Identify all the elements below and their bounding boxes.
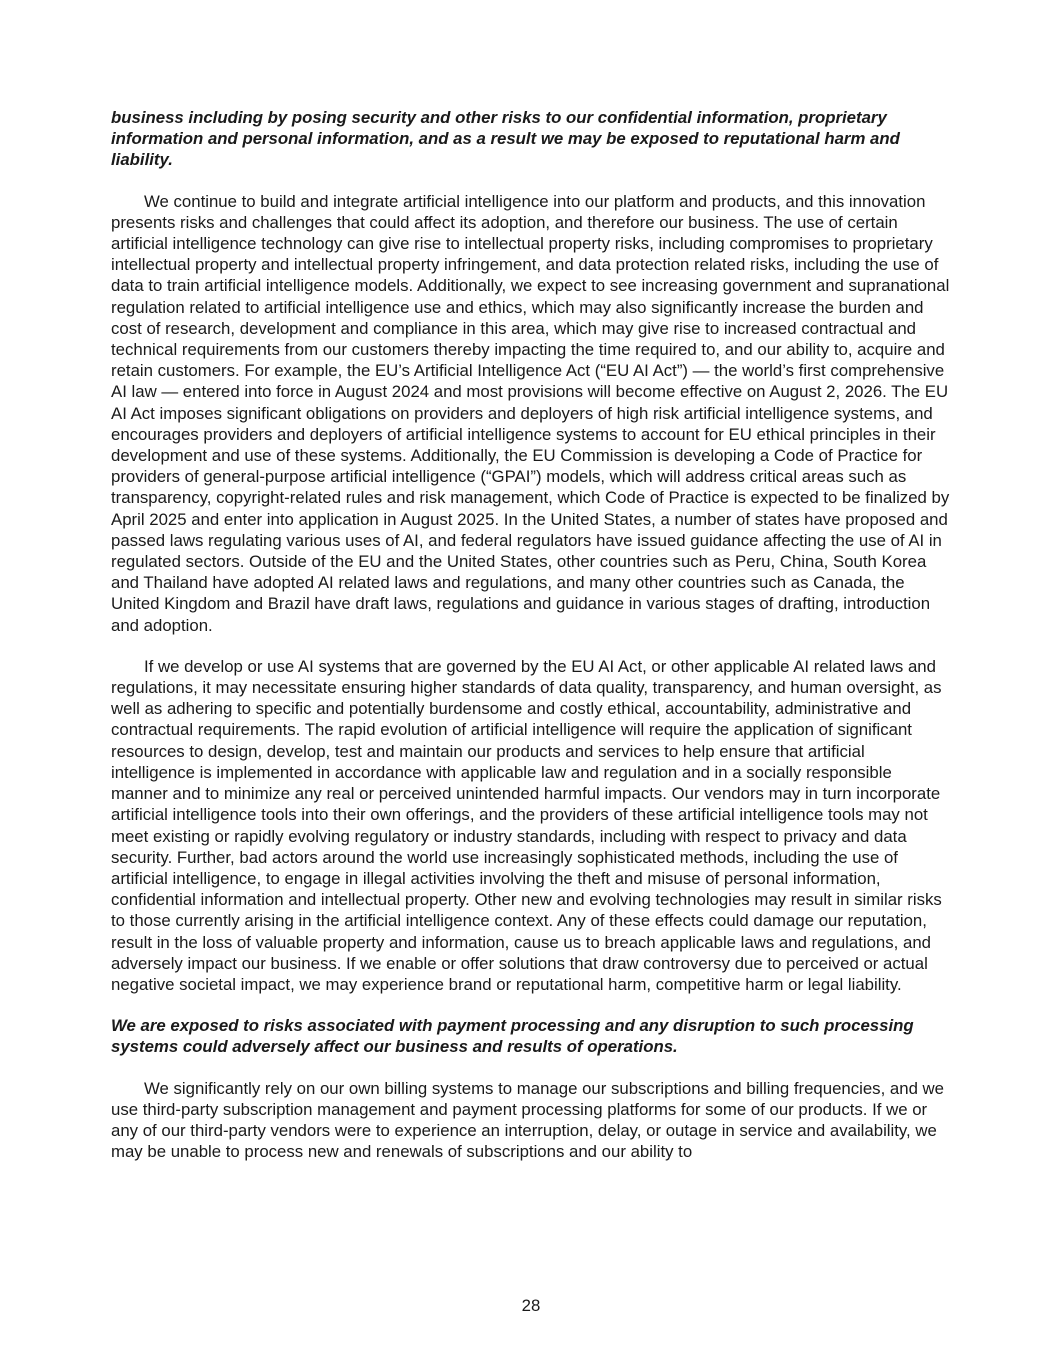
page-number: 28: [521, 1296, 541, 1315]
spacer: [111, 995, 951, 1015]
spacer: [111, 1058, 951, 1078]
paragraph-ai-regulation: We continue to build and integrate artificial intelligence into our platform and products, and this innovation presents risks and challenges that could affect its adoption, and therefore our business. The use of certain artificial intelligence technology can give rise to intellectual property risks, including compromises to proprietary intellectual property and intellectual property infringement, and data protection related risks, including the use of data to train artificial intelligence models. Additionally, we expect to see increasing government and supranational regulation related to artificial intelligence use and ethics, which may also significantly increase the burden and cost of research, development and compliance in this area, which may give rise to increased contractual and technical requirements from our customers thereby impacting the time required to, and our ability to, acquire and retain customers. For example, the EU’s Artificial Intelligence Act (“EU AI Act”) — the world’s first comprehensive AI law — entered into force in August 2024 and most provisions will become effective on August 2, 2026. The EU AI Act imposes significant obligations on providers and deployers of high risk artificial intelligence systems, and encourages providers and deployers of artificial intelligence systems to account for EU ethical principles in their development and use of these systems. Additionally, the EU Commission is developing a Code of Practice for providers of general-purpose artificial intelligence (“GPAI”) models, which will address critical areas such as transparency, copyright-related rules and risk management, which Code of Practice is expected to be finalized by April 2025 and enter into application in August 2025. In the United States, a number of states have proposed and passed laws regulating various uses of AI, and federal regulators have issued guidance affecting the use of AI in regulated sectors. Outside of the EU and the United States, other countries such as Peru, China, South Korea and Thailand have adopted AI related laws and regulations, and many other countries such as Canada, the United Kingdom and Brazil have draft laws, regulations and guidance in various stages of drafting, introduction and adoption.: [111, 191, 950, 635]
paragraph-ai-compliance: If we develop or use AI systems that are governed by the EU AI Act, or other applicable AI related laws and regulations, it may necessitate ensuring higher standards of data quality, transparency, and human oversight, as well as adhering to specific and potentially burdensome and costly ethical, accountability, administrative and contractual requirements. The rapid evolution of artificial intelligence will require the application of significant resources to design, develop, test and maintain our products and services to help ensure that artificial intelligence is implemented in accordance with applicable law and regulation and in a socially responsible manner and to minimize any real or perceived unintended harmful impacts. Our vendors may in turn incorporate artificial intelligence tools into their own offerings, and the providers of these artificial intelligence tools may not meet existing or rapidly evolving regulatory or industry standards, including with respect to privacy and data security. Further, bad actors around the world use increasingly sophisticated methods, including the use of artificial intelligence, to engage in illegal activities involving the theft and misuse of personal information, confidential information and intellectual property. Other new and evolving technologies may result in similar risks to those currently arising in the artificial intelligence context. Any of these effects could damage our reputation, result in the loss of valuable property and information, cause us to breach applicable laws and regulations, and adversely impact our business. If we enable or offer solutions that draw controversy due to perceived or actual negative societal impact, we may experience brand or reputational harm, competitive harm or legal liability.: [111, 656, 942, 994]
paragraph-billing-systems: We significantly rely on our own billing systems to manage our subscriptions and billing frequencies, and we use third-party subscription management and payment processing platforms for some of our products. If we or any of our third-party vendors were to experience an interruption, delay, or outage in service and availability, we may be unable to process new and renewals of subscriptions and our ability to: [111, 1078, 945, 1162]
spacer: [111, 636, 951, 656]
spacer: [111, 171, 951, 191]
section-heading-payment-processing: We are exposed to risks associated with payment processing and any disruption to such processing systems could adversely affect our business and results of operations.: [111, 1016, 914, 1057]
document-page: [111, 107, 951, 1162]
section-heading-ai-risks: business including by posing security and other risks to our confidential information, proprietary information and personal information, and as a result we may be exposed to reputational harm and liability.: [111, 108, 900, 170]
